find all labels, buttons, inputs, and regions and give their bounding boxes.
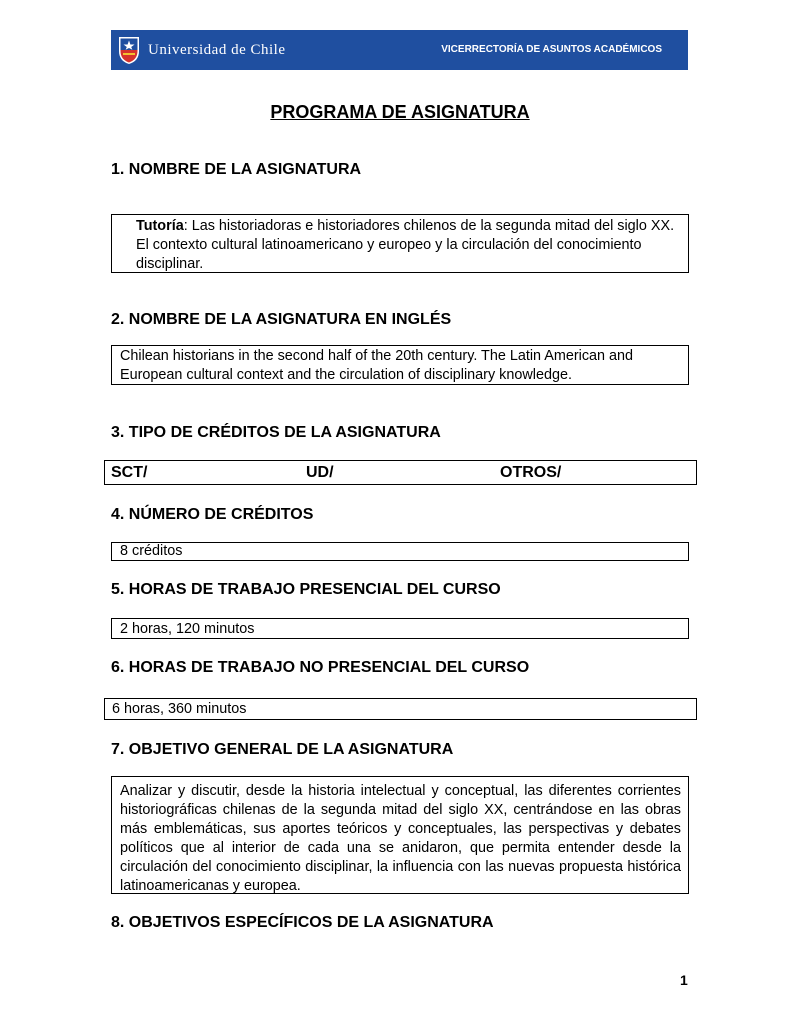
- otros-label: OTROS/: [500, 464, 562, 481]
- section-7-box: [111, 776, 689, 894]
- section-7-heading: 7. OBJETIVO GENERAL DE LA ASIGNATURA: [111, 741, 454, 758]
- section-2-box: [111, 345, 689, 385]
- course-name-text: : Las historiadoras e historiadores chilenos de la segunda mitad del siglo XX. El contexto cultural latinoamericano y europeo y la circulación del conocimiento disciplinar.: [136, 218, 675, 272]
- university-crest-icon: [117, 35, 141, 65]
- header-banner: [111, 30, 688, 70]
- section-2-heading: 2. NOMBRE DE LA ASIGNATURA EN INGLÉS: [111, 311, 452, 328]
- course-name-english: Chilean historians in the second half of the 20th century. The Latin American and European cultural context and the circulation of disciplinary knowledge.: [120, 348, 634, 383]
- section-1-heading: 1. NOMBRE DE LA ASIGNATURA: [111, 161, 362, 178]
- document-title: PROGRAMA DE ASIGNATURA: [270, 102, 530, 122]
- university-name: Universidad de Chile: [148, 42, 286, 58]
- tutoria-label: Tutoría: [136, 218, 184, 234]
- section-8-heading: 8. OBJETIVOS ESPECÍFICOS DE LA ASIGNATURA: [111, 914, 494, 931]
- non-presential-hours-value: 6 horas, 360 minutos: [112, 701, 247, 717]
- presential-hours-value: 2 horas, 120 minutos: [120, 621, 255, 637]
- sct-label: SCT/: [111, 464, 148, 481]
- credits-value: 8 créditos: [120, 543, 183, 559]
- ud-label: UD/: [306, 464, 334, 481]
- general-objective-text: Analizar y discutir, desde la historia intelectual y conceptual, las diferentes corrientes historiográficas chilenas de la segunda mitad del siglo XX, centrándose en las obras más emblemáticas, sus aportes teóricos y conceptuales, las perspectivas y debates políticos que al interior de cada una se anidaron, que permita entender desde la circulación del conocimiento disciplinar, la influencia con las nuevas propuesta histórica latinoamericanas y europea.: [120, 783, 681, 894]
- section-4-box: [111, 542, 689, 561]
- vicerrectoria-label: VICERRECTORÍA DE ASUNTOS ACADÉMICOS: [441, 44, 662, 55]
- section-1-box: [111, 214, 689, 273]
- section-3-heading: 3. TIPO DE CRÉDITOS DE LA ASIGNATURA: [111, 424, 441, 441]
- section-6-heading: 6. HORAS DE TRABAJO NO PRESENCIAL DEL CURSO: [111, 659, 530, 676]
- page-number: 1: [680, 972, 688, 988]
- credit-type-row: [104, 460, 697, 485]
- section-5-heading: 5. HORAS DE TRABAJO PRESENCIAL DEL CURSO: [111, 581, 501, 598]
- section-5-box: [111, 618, 689, 639]
- section-4-heading: 4. NÚMERO DE CRÉDITOS: [111, 506, 314, 523]
- section-6-box: [104, 698, 697, 720]
